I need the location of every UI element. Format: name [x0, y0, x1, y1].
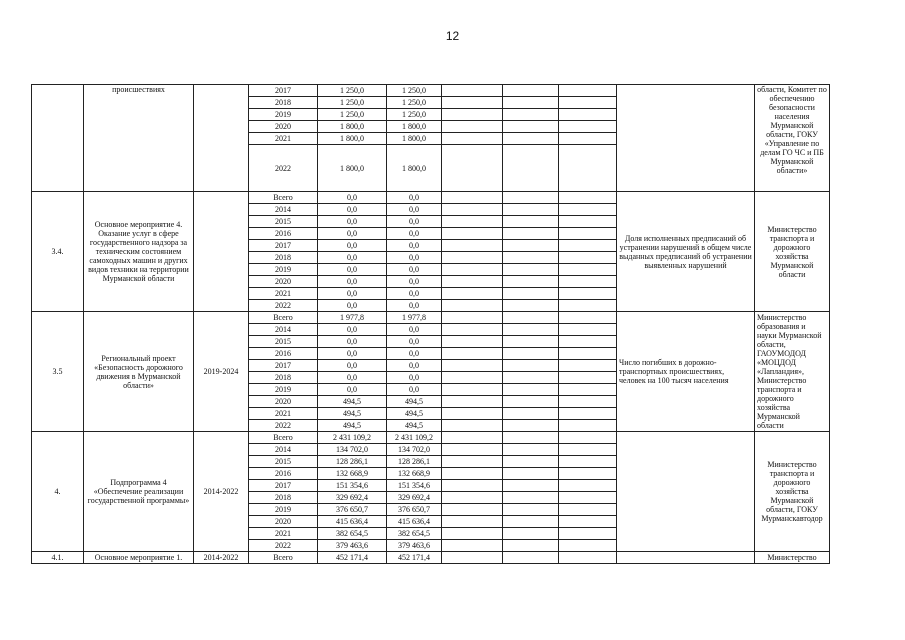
- empty-cell: [559, 133, 617, 145]
- regional-budget-cell: 1 250,0: [387, 85, 442, 97]
- executor-cell: Министерство транспорта и дорожного хозяйства Мурманской области, ГОКУ Мурманскавтодор: [755, 432, 830, 552]
- empty-cell: [559, 288, 617, 300]
- empty-cell: [442, 468, 503, 480]
- empty-cell: [503, 336, 559, 348]
- empty-cell: [559, 408, 617, 420]
- total-funding-cell: 151 354,6: [318, 480, 387, 492]
- table-row: [32, 85, 830, 97]
- executor-cell: Министерство: [755, 552, 830, 564]
- year-cell: 2018: [249, 97, 318, 109]
- empty-cell: [503, 228, 559, 240]
- year-cell: 2021: [249, 408, 318, 420]
- year-cell: 2020: [249, 276, 318, 288]
- regional-budget-cell: 2 431 109,2: [387, 432, 442, 444]
- year-cell: 2018: [249, 372, 318, 384]
- year-cell: 2016: [249, 228, 318, 240]
- year-cell: 2018: [249, 492, 318, 504]
- year-cell: 2015: [249, 336, 318, 348]
- year-cell: 2020: [249, 121, 318, 133]
- regional-budget-cell: 0,0: [387, 384, 442, 396]
- empty-cell: [442, 324, 503, 336]
- empty-cell: [442, 252, 503, 264]
- empty-cell: [503, 396, 559, 408]
- empty-cell: [559, 480, 617, 492]
- regional-budget-cell: 1 250,0: [387, 97, 442, 109]
- year-cell: 2016: [249, 468, 318, 480]
- year-cell: 2021: [249, 528, 318, 540]
- year-cell: 2014: [249, 204, 318, 216]
- empty-cell: [559, 192, 617, 204]
- total-funding-cell: 494,5: [318, 396, 387, 408]
- year-cell: 2019: [249, 109, 318, 121]
- indicator-cell: Доля исполненных предписаний об устранении нарушений в общем числе выданных предписаний об устранении выявленных нарушений: [617, 192, 755, 312]
- regional-budget-cell: 376 650,7: [387, 504, 442, 516]
- regional-budget-cell: 329 692,4: [387, 492, 442, 504]
- empty-cell: [442, 336, 503, 348]
- empty-cell: [559, 360, 617, 372]
- item-number-cell: [32, 85, 84, 192]
- total-funding-cell: 1 800,0: [318, 121, 387, 133]
- empty-cell: [503, 348, 559, 360]
- year-cell: 2018: [249, 252, 318, 264]
- period-cell: 2014-2022: [194, 432, 249, 552]
- empty-cell: [559, 348, 617, 360]
- table-row: [32, 432, 830, 444]
- total-funding-cell: 1 250,0: [318, 85, 387, 97]
- total-funding-cell: 0,0: [318, 216, 387, 228]
- regional-budget-cell: 0,0: [387, 372, 442, 384]
- empty-cell: [503, 252, 559, 264]
- year-cell: 2019: [249, 264, 318, 276]
- empty-cell: [503, 264, 559, 276]
- empty-cell: [503, 444, 559, 456]
- total-funding-cell: 134 702,0: [318, 444, 387, 456]
- regional-budget-cell: 415 636,4: [387, 516, 442, 528]
- empty-cell: [442, 480, 503, 492]
- empty-cell: [559, 468, 617, 480]
- table-row: [32, 192, 830, 204]
- total-funding-cell: 0,0: [318, 348, 387, 360]
- year-cell: 2019: [249, 384, 318, 396]
- empty-cell: [559, 528, 617, 540]
- measure-name-cell: Основное мероприятие 4. Оказание услуг в сфере государственного надзора за техническим состоянием самоходных машин и других видов техники на территории Мурманской области: [84, 192, 194, 312]
- empty-cell: [503, 456, 559, 468]
- empty-cell: [442, 408, 503, 420]
- empty-cell: [442, 504, 503, 516]
- year-cell: 2017: [249, 240, 318, 252]
- total-funding-cell: 0,0: [318, 336, 387, 348]
- table-row: [32, 312, 830, 324]
- total-funding-cell: 494,5: [318, 408, 387, 420]
- empty-cell: [442, 97, 503, 109]
- empty-cell: [442, 145, 503, 192]
- total-funding-cell: 0,0: [318, 360, 387, 372]
- executor-cell: Министерство образования и науки Мурманской области, ГАОУМОДОД «МОЦДОД «Лапландия», Министерство транспорта и дорожного хозяйства Мурманской области: [755, 312, 830, 432]
- regional-budget-cell: 0,0: [387, 204, 442, 216]
- total-funding-cell: 379 463,6: [318, 540, 387, 552]
- regional-budget-cell: 0,0: [387, 264, 442, 276]
- program-table-wrap: [31, 84, 830, 564]
- empty-cell: [559, 300, 617, 312]
- regional-budget-cell: 0,0: [387, 324, 442, 336]
- regional-budget-cell: 0,0: [387, 300, 442, 312]
- measure-name-cell: Региональный проект «Безопасность дорожного движения в Мурманской области»: [84, 312, 194, 432]
- regional-budget-cell: 0,0: [387, 228, 442, 240]
- total-funding-cell: 0,0: [318, 240, 387, 252]
- regional-budget-cell: 494,5: [387, 396, 442, 408]
- year-cell: 2014: [249, 444, 318, 456]
- empty-cell: [559, 85, 617, 97]
- year-cell: 2021: [249, 133, 318, 145]
- executor-cell: области, Комитет по обеспечению безопасности населения Мурманской области, ГОКУ «Управление по делам ГО ЧС и ПБ Мурманской области»: [755, 85, 830, 192]
- year-cell: Всего: [249, 192, 318, 204]
- empty-cell: [559, 444, 617, 456]
- empty-cell: [503, 420, 559, 432]
- year-cell: 2020: [249, 396, 318, 408]
- empty-cell: [442, 528, 503, 540]
- year-cell: Всего: [249, 312, 318, 324]
- total-funding-cell: 132 668,9: [318, 468, 387, 480]
- empty-cell: [559, 145, 617, 192]
- regional-budget-cell: 0,0: [387, 216, 442, 228]
- empty-cell: [503, 540, 559, 552]
- total-funding-cell: 494,5: [318, 420, 387, 432]
- empty-cell: [503, 324, 559, 336]
- total-funding-cell: 1 250,0: [318, 109, 387, 121]
- empty-cell: [559, 121, 617, 133]
- table-row: [32, 552, 830, 564]
- year-cell: Всего: [249, 552, 318, 564]
- empty-cell: [503, 528, 559, 540]
- empty-cell: [442, 288, 503, 300]
- empty-cell: [503, 480, 559, 492]
- empty-cell: [503, 240, 559, 252]
- year-cell: 2015: [249, 456, 318, 468]
- empty-cell: [559, 432, 617, 444]
- empty-cell: [503, 504, 559, 516]
- regional-budget-cell: 0,0: [387, 360, 442, 372]
- year-cell: 2017: [249, 360, 318, 372]
- total-funding-cell: 0,0: [318, 300, 387, 312]
- empty-cell: [559, 97, 617, 109]
- empty-cell: [442, 264, 503, 276]
- indicator-cell: Число погибших в дорожно-транспортных происшествиях, человек на 100 тысяч населения: [617, 312, 755, 432]
- total-funding-cell: 382 654,5: [318, 528, 387, 540]
- regional-budget-cell: 134 702,0: [387, 444, 442, 456]
- empty-cell: [503, 276, 559, 288]
- empty-cell: [442, 420, 503, 432]
- period-cell: [194, 85, 249, 192]
- regional-budget-cell: 379 463,6: [387, 540, 442, 552]
- total-funding-cell: 0,0: [318, 264, 387, 276]
- empty-cell: [559, 109, 617, 121]
- empty-cell: [559, 504, 617, 516]
- regional-budget-cell: 1 977,8: [387, 312, 442, 324]
- regional-budget-cell: 0,0: [387, 276, 442, 288]
- empty-cell: [442, 133, 503, 145]
- empty-cell: [503, 516, 559, 528]
- indicator-cell: [617, 85, 755, 192]
- empty-cell: [559, 552, 617, 564]
- year-cell: 2017: [249, 85, 318, 97]
- empty-cell: [442, 276, 503, 288]
- regional-budget-cell: 0,0: [387, 192, 442, 204]
- empty-cell: [503, 145, 559, 192]
- empty-cell: [503, 468, 559, 480]
- year-cell: 2022: [249, 300, 318, 312]
- empty-cell: [442, 384, 503, 396]
- year-cell: 2019: [249, 504, 318, 516]
- empty-cell: [559, 228, 617, 240]
- total-funding-cell: 1 800,0: [318, 133, 387, 145]
- regional-budget-cell: 1 250,0: [387, 109, 442, 121]
- total-funding-cell: 415 636,4: [318, 516, 387, 528]
- empty-cell: [442, 312, 503, 324]
- empty-cell: [442, 216, 503, 228]
- empty-cell: [503, 216, 559, 228]
- indicator-cell: [617, 552, 755, 564]
- regional-budget-cell: 132 668,9: [387, 468, 442, 480]
- empty-cell: [442, 552, 503, 564]
- measure-name-cell: Подпрограмма 4 «Обеспечение реализации государственной программы»: [84, 432, 194, 552]
- page-number: 12: [445, 29, 460, 43]
- regional-budget-cell: 0,0: [387, 336, 442, 348]
- regional-budget-cell: 494,5: [387, 420, 442, 432]
- empty-cell: [503, 372, 559, 384]
- empty-cell: [503, 121, 559, 133]
- regional-budget-cell: 494,5: [387, 408, 442, 420]
- empty-cell: [503, 552, 559, 564]
- year-cell: 2022: [249, 540, 318, 552]
- period-cell: 2019-2024: [194, 312, 249, 432]
- item-number-cell: 4.1.: [32, 552, 84, 564]
- empty-cell: [442, 240, 503, 252]
- empty-cell: [442, 492, 503, 504]
- empty-cell: [559, 492, 617, 504]
- empty-cell: [559, 216, 617, 228]
- measure-name-cell: происшествиях: [84, 85, 194, 192]
- empty-cell: [503, 204, 559, 216]
- empty-cell: [442, 540, 503, 552]
- year-cell: 2014: [249, 324, 318, 336]
- item-number-cell: 4.: [32, 432, 84, 552]
- measure-name-cell: Основное мероприятие 1.: [84, 552, 194, 564]
- total-funding-cell: 0,0: [318, 288, 387, 300]
- total-funding-cell: 452 171,4: [318, 552, 387, 564]
- empty-cell: [442, 372, 503, 384]
- empty-cell: [442, 204, 503, 216]
- total-funding-cell: 1 977,8: [318, 312, 387, 324]
- empty-cell: [503, 312, 559, 324]
- empty-cell: [442, 228, 503, 240]
- total-funding-cell: 0,0: [318, 384, 387, 396]
- total-funding-cell: 0,0: [318, 252, 387, 264]
- empty-cell: [442, 516, 503, 528]
- regional-budget-cell: 1 800,0: [387, 133, 442, 145]
- empty-cell: [503, 492, 559, 504]
- empty-cell: [559, 240, 617, 252]
- regional-budget-cell: 0,0: [387, 288, 442, 300]
- empty-cell: [503, 192, 559, 204]
- year-cell: 2015: [249, 216, 318, 228]
- empty-cell: [442, 360, 503, 372]
- regional-budget-cell: 452 171,4: [387, 552, 442, 564]
- empty-cell: [503, 432, 559, 444]
- empty-cell: [559, 516, 617, 528]
- empty-cell: [559, 336, 617, 348]
- regional-budget-cell: 0,0: [387, 252, 442, 264]
- total-funding-cell: 0,0: [318, 192, 387, 204]
- year-cell: 2017: [249, 480, 318, 492]
- year-cell: Всего: [249, 432, 318, 444]
- empty-cell: [503, 360, 559, 372]
- program-table: [31, 84, 830, 564]
- year-cell: 2022: [249, 145, 318, 192]
- total-funding-cell: 2 431 109,2: [318, 432, 387, 444]
- total-funding-cell: 0,0: [318, 204, 387, 216]
- empty-cell: [559, 396, 617, 408]
- empty-cell: [559, 372, 617, 384]
- total-funding-cell: 376 650,7: [318, 504, 387, 516]
- empty-cell: [559, 420, 617, 432]
- regional-budget-cell: 1 800,0: [387, 145, 442, 192]
- empty-cell: [442, 192, 503, 204]
- year-cell: 2021: [249, 288, 318, 300]
- total-funding-cell: 329 692,4: [318, 492, 387, 504]
- empty-cell: [442, 121, 503, 133]
- empty-cell: [442, 396, 503, 408]
- empty-cell: [503, 97, 559, 109]
- regional-budget-cell: 128 286,1: [387, 456, 442, 468]
- empty-cell: [442, 432, 503, 444]
- empty-cell: [559, 384, 617, 396]
- empty-cell: [503, 85, 559, 97]
- indicator-cell: [617, 432, 755, 552]
- year-cell: 2022: [249, 420, 318, 432]
- empty-cell: [503, 288, 559, 300]
- empty-cell: [442, 348, 503, 360]
- regional-budget-cell: 382 654,5: [387, 528, 442, 540]
- total-funding-cell: 0,0: [318, 276, 387, 288]
- empty-cell: [559, 252, 617, 264]
- regional-budget-cell: 1 800,0: [387, 121, 442, 133]
- empty-cell: [559, 264, 617, 276]
- period-cell: [194, 192, 249, 312]
- total-funding-cell: 128 286,1: [318, 456, 387, 468]
- empty-cell: [442, 456, 503, 468]
- empty-cell: [559, 324, 617, 336]
- empty-cell: [503, 300, 559, 312]
- empty-cell: [503, 408, 559, 420]
- empty-cell: [559, 276, 617, 288]
- regional-budget-cell: 0,0: [387, 240, 442, 252]
- empty-cell: [442, 444, 503, 456]
- empty-cell: [559, 204, 617, 216]
- year-cell: 2016: [249, 348, 318, 360]
- empty-cell: [503, 384, 559, 396]
- empty-cell: [442, 109, 503, 121]
- total-funding-cell: 0,0: [318, 228, 387, 240]
- total-funding-cell: 1 800,0: [318, 145, 387, 192]
- empty-cell: [503, 109, 559, 121]
- item-number-cell: 3.5: [32, 312, 84, 432]
- empty-cell: [442, 85, 503, 97]
- total-funding-cell: 0,0: [318, 324, 387, 336]
- year-cell: 2020: [249, 516, 318, 528]
- regional-budget-cell: 151 354,6: [387, 480, 442, 492]
- total-funding-cell: 0,0: [318, 372, 387, 384]
- executor-cell: Министерство транспорта и дорожного хозяйства Мурманской области: [755, 192, 830, 312]
- empty-cell: [559, 312, 617, 324]
- empty-cell: [559, 456, 617, 468]
- empty-cell: [442, 300, 503, 312]
- regional-budget-cell: 0,0: [387, 348, 442, 360]
- total-funding-cell: 1 250,0: [318, 97, 387, 109]
- period-cell: 2014-2022: [194, 552, 249, 564]
- empty-cell: [503, 133, 559, 145]
- empty-cell: [559, 540, 617, 552]
- item-number-cell: 3.4.: [32, 192, 84, 312]
